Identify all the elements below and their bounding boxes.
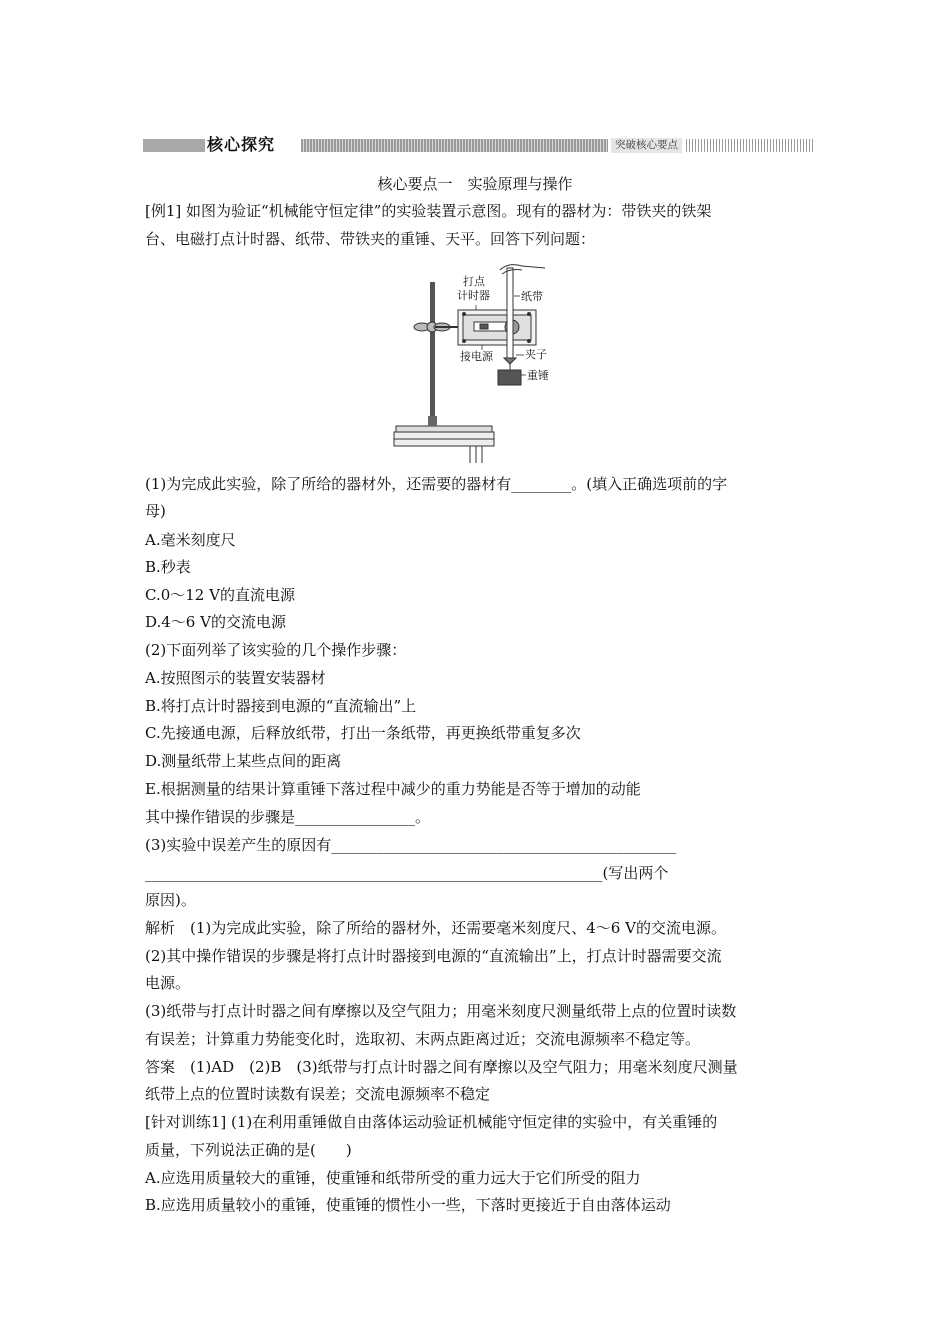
option-line: D.4～6 V的交流电源 [145,613,286,631]
weight-label: 重锤 [527,369,549,382]
step-line: E.根据测量的结果计算重锤下落过程中减少的重力势能是否等于增加的动能 [145,780,641,798]
text-line: (1)为完成此实验，除了所给的器材外，还需要的器材有________。(填入正确选项前的字 [145,475,728,493]
stand-rod [428,282,437,426]
dot-timer [458,310,536,345]
option-line: A.毫米刻度尺 [145,531,236,549]
text-line: _____________________________________________________________(写出两个 [145,864,669,882]
text-line: [例1] 如图为验证“机械能守恒定律”的实验装置示意图。现有的器材为：带铁夹的铁架 [145,202,712,220]
option-line: A.应选用质量较大的重锤，使重锤和纸带所受的重力远大于它们所受的阻力 [145,1169,641,1187]
option-line: C.0～12 V的直流电源 [145,586,295,604]
step-line: C.先接通电源，后释放纸带，打出一条纸带，再更换纸带重复多次 [145,724,581,742]
text-line: 台、电磁打点计时器、纸带、带铁夹的重锤、天平。回答下列问题： [145,230,596,248]
analysis-line: 解析 (1)为完成此实验，除了所给的器材外，还需要毫米刻度尺、4～6 V的交流电源。 [145,919,726,937]
banner-tag: 突破核心要点 [611,138,682,153]
timer-label-line1: 打点 [463,275,485,288]
tape-clip [504,358,516,370]
clip-label: 夹子 [525,348,547,361]
banner-bar-right [686,139,815,152]
analysis-line: 电源。 [145,974,191,992]
section-heading: 核心要点一 实验原理与操作 [377,175,573,193]
analysis-line: 有误差；计算重力势能变化时，选取初、末两点距离过近；交流电源频率不稳定等。 [145,1030,701,1048]
answer-line: 纸带上点的位置时读数有误差；交流电源频率不稳定 [145,1085,491,1103]
option-line: B.秒表 [145,558,191,576]
heavy-weight [498,370,521,385]
text-line: 原因)。 [145,891,196,909]
text-line: (3)实验中误差产生的原因有______________________________________________ [145,836,677,854]
option-line: B.应选用质量较小的重锤，使重锤的惯性小一些，下落时更接近于自由落体运动 [145,1196,671,1214]
apparatus-figure [390,258,565,468]
text-line: 其中操作错误的步骤是________________。 [145,808,431,826]
analysis-line: (2)其中操作错误的步骤是将打点计时器接到电源的“直流输出”上，打点计时器需要交流 [145,947,722,965]
banner-bar-middle [301,139,608,152]
text-line: (2)下面列举了该实验的几个操作步骤： [145,641,407,659]
banner-bar-left [143,139,205,152]
step-line: B.将打点计时器接到电源的“直流输出”上 [145,697,417,715]
section-banner [143,135,815,155]
step-line: D.测量纸带上某些点间的距离 [145,752,342,770]
stand-base [394,426,494,463]
analysis-line: (3)纸带与打点计时器之间有摩擦以及空气阻力；用毫米刻度尺测量纸带上点的位置时读数 [145,1002,737,1020]
text-line: 质量，下列说法正确的是( ) [145,1141,352,1159]
power-label: 接电源 [460,350,493,363]
answer-line: 答案 (1)AD (2)B (3)纸带与打点计时器之间有摩擦以及空气阻力；用毫米刻度尺测量 [145,1058,738,1076]
banner-title: 核心探究 [207,135,276,154]
tape-label: 纸带 [521,290,543,303]
iron-clamp [414,322,460,332]
timer-label-line2: 计时器 [457,289,490,302]
step-line: A.按照图示的装置安装器材 [145,669,326,687]
text-line: 母) [145,502,166,520]
text-line: [针对训练1] (1)在利用重锤做自由落体运动验证机械能守恒定律的实验中，有关重锤的 [145,1113,718,1131]
